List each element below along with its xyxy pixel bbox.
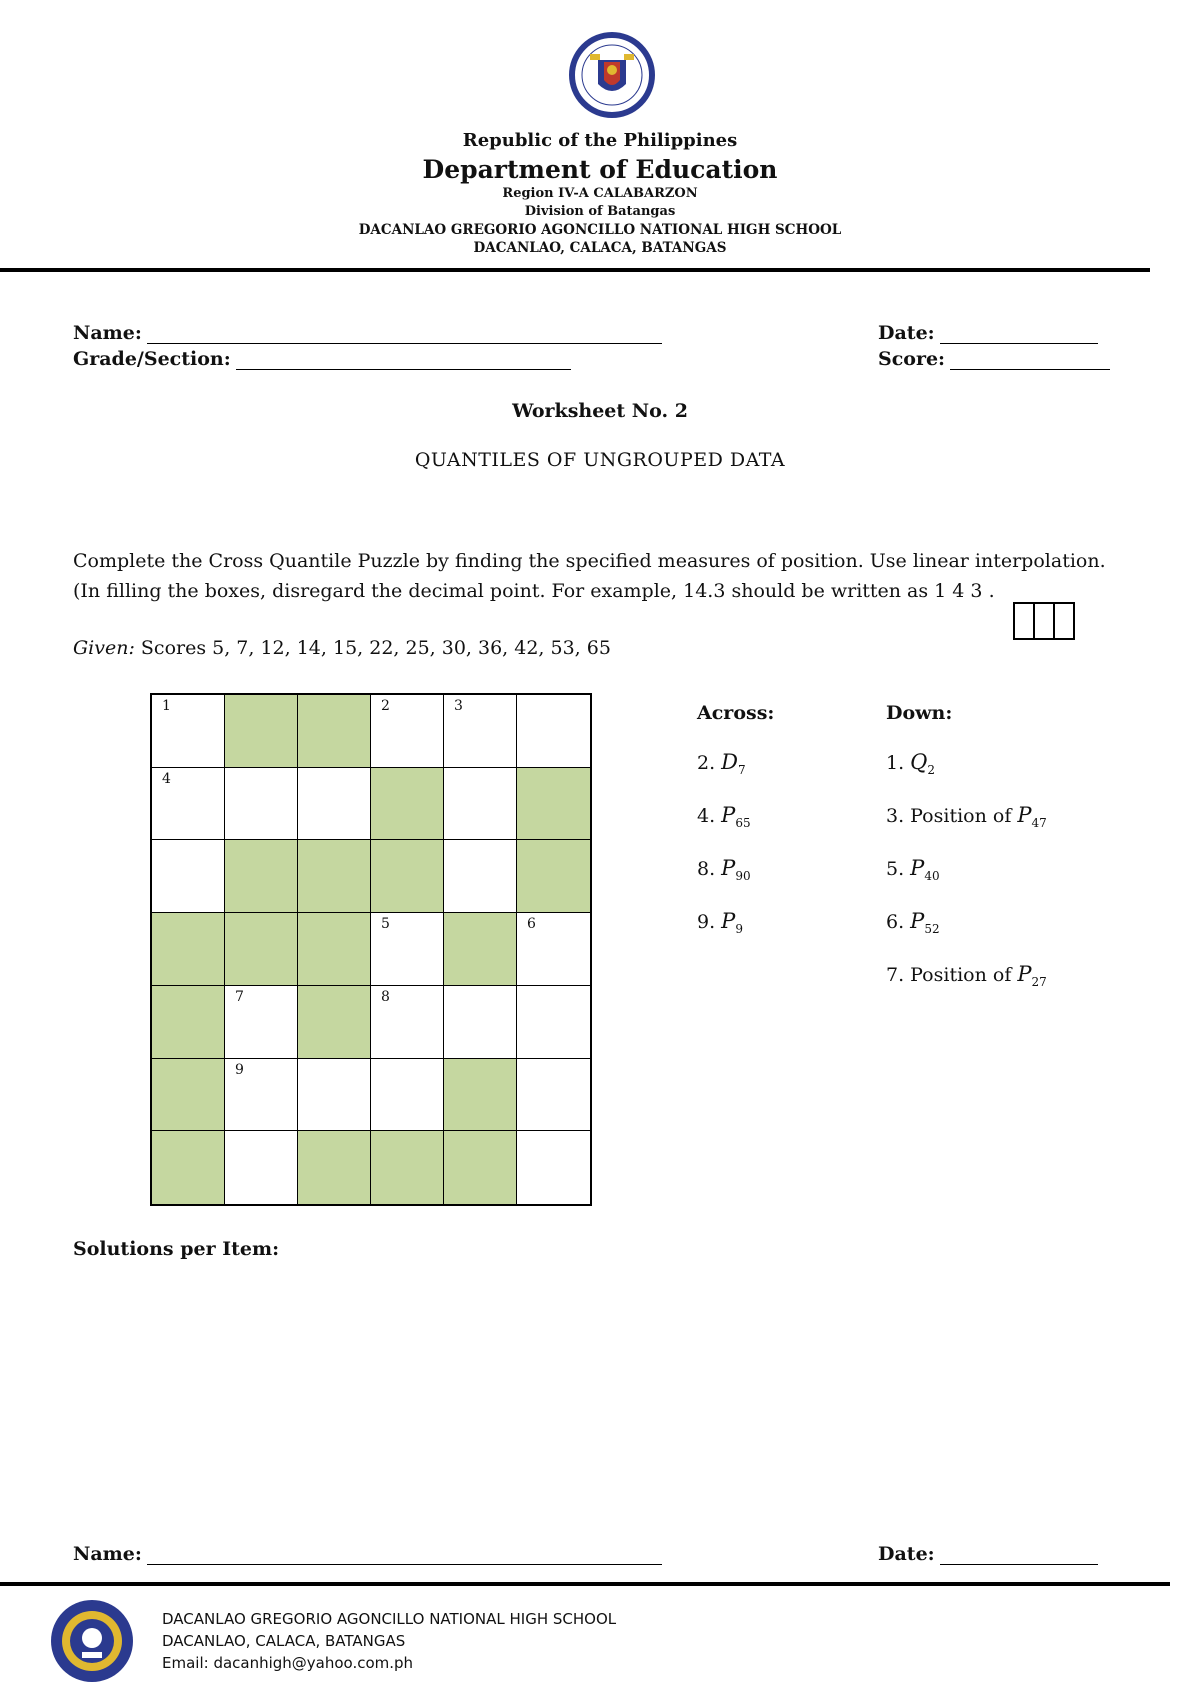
grid-cell-shaded (444, 1059, 517, 1132)
school-logo (48, 1598, 136, 1684)
grid-cell[interactable] (298, 1059, 371, 1132)
bottom-date-line[interactable] (940, 1544, 1098, 1565)
header-division: Division of Batangas (524, 204, 676, 219)
grid-cell-shaded (444, 913, 517, 986)
clue-subscript: 52 (924, 921, 940, 936)
grid-cell[interactable] (225, 768, 298, 841)
grid-cell[interactable] (152, 840, 225, 913)
header-school: DACANLAO GREGORIO AGONCILLO NATIONAL HIGH SCHOOL (358, 222, 842, 238)
clue-subscript: 27 (1031, 974, 1047, 989)
bottom-name-line[interactable] (147, 1544, 662, 1565)
grid-cell-shaded (444, 1131, 517, 1204)
clue-prefix: 4. (697, 805, 722, 827)
clue-prefix: 7. Position of (886, 964, 1018, 986)
grid-cell-shaded (225, 840, 298, 913)
grid-cell[interactable] (517, 695, 590, 768)
clue-prefix: 8. (697, 858, 722, 880)
header-republic: Republic of the Philippines (462, 130, 738, 151)
clue-number: 4 (162, 770, 171, 787)
bottom-name-label: Name: (73, 1543, 142, 1565)
given-label: Given: (73, 637, 135, 659)
grid-cell[interactable] (152, 768, 225, 841)
clue-subscript: 2 (927, 762, 936, 777)
grid-cell[interactable] (298, 768, 371, 841)
grid-cell[interactable] (225, 1131, 298, 1204)
across-clue (697, 909, 751, 962)
name-field[interactable] (73, 322, 662, 344)
across-clue (697, 803, 751, 856)
grid-cell[interactable] (517, 1131, 590, 1204)
clue-subscript: 90 (735, 868, 751, 883)
grid-cell[interactable] (444, 695, 517, 768)
grade-section-label: Grade/Section: (73, 348, 231, 370)
instruction-line-1: Complete the Cross Quantile Puzzle by finding the specified measures of position. Use linear interpolation. (73, 550, 1106, 572)
grid-cell-shaded (152, 1131, 225, 1204)
solutions-heading: Solutions per Item: (73, 1238, 280, 1260)
grid-cell-shaded (298, 695, 371, 768)
clue-variable: P (910, 909, 925, 933)
grid-cell[interactable] (444, 768, 517, 841)
grid-cell[interactable] (517, 1059, 590, 1132)
score-line[interactable] (950, 349, 1110, 370)
grid-cell[interactable] (371, 913, 444, 986)
clue-subscript: 7 (738, 762, 746, 777)
clue-variable: P (721, 909, 736, 933)
down-heading: Down: (886, 702, 953, 724)
across-clues (697, 750, 751, 962)
grid-cell[interactable] (371, 986, 444, 1059)
date-field[interactable] (878, 322, 1098, 344)
example-box (1033, 602, 1055, 640)
score-field[interactable] (878, 348, 1110, 370)
down-clue (886, 856, 1047, 909)
example-box (1053, 602, 1075, 640)
clue-number: 7 (235, 988, 244, 1005)
grid-cell-shaded (298, 986, 371, 1059)
grid-cell[interactable] (152, 695, 225, 768)
bottom-date-label: Date: (878, 1543, 935, 1565)
clue-prefix: 3. Position of (886, 805, 1018, 827)
grid-cell-shaded (152, 986, 225, 1059)
grade-section-field[interactable] (73, 348, 571, 370)
name-label: Name: (73, 322, 142, 344)
instruction-line-2: (In filling the boxes, disregard the decimal point. For example, 14.3 should be written as 1 4 3 . (73, 580, 995, 602)
grid-cell-shaded (371, 768, 444, 841)
grid-cell-shaded (517, 768, 590, 841)
date-label: Date: (878, 322, 935, 344)
grid-cell-shaded (298, 913, 371, 986)
name-line[interactable] (147, 323, 662, 344)
clue-subscript: 40 (924, 868, 940, 883)
clue-variable: P (721, 803, 736, 827)
grid-cell[interactable] (225, 986, 298, 1059)
clue-prefix: 5. (886, 858, 911, 880)
grid-cell-shaded (371, 840, 444, 913)
grid-cell-shaded (371, 1131, 444, 1204)
score-label: Score: (878, 348, 946, 370)
grid-cell[interactable] (517, 986, 590, 1059)
clue-variable: P (1017, 962, 1032, 986)
across-clue (697, 750, 751, 803)
grid-cell-shaded (225, 695, 298, 768)
clue-number: 3 (454, 698, 463, 714)
given-scores (73, 637, 611, 659)
clue-subscript: 9 (735, 921, 743, 936)
header-region: Region IV-A CALABARZON (502, 186, 698, 201)
date-line[interactable] (940, 323, 1098, 344)
grid-cell-shaded (152, 1059, 225, 1132)
clue-number: 2 (381, 698, 390, 714)
bottom-date-field[interactable] (878, 1543, 1098, 1565)
across-clue (697, 856, 751, 909)
crossword-grid (150, 693, 592, 1206)
header-divider (0, 268, 1150, 272)
grid-cell-shaded (225, 913, 298, 986)
worksheet-title: QUANTILES OF UNGROUPED DATA (414, 449, 786, 471)
down-clue (886, 962, 1047, 1015)
clue-variable: P (910, 856, 925, 880)
clue-variable: D (721, 750, 739, 774)
grid-cell[interactable] (444, 986, 517, 1059)
clue-prefix: 1. (886, 752, 911, 774)
clue-subscript: 65 (735, 815, 751, 830)
across-heading: Across: (697, 702, 775, 724)
worksheet-number: Worksheet No. 2 (512, 400, 688, 422)
clue-number: 9 (235, 1061, 244, 1078)
clue-subscript: 47 (1031, 815, 1047, 830)
clue-number: 8 (381, 988, 390, 1005)
bottom-name-field[interactable] (73, 1543, 662, 1565)
example-boxes (1015, 602, 1075, 640)
footer-divider (0, 1582, 1170, 1586)
deped-seal-logo (562, 32, 662, 118)
clue-number: 5 (381, 916, 390, 933)
down-clue (886, 803, 1047, 856)
grid-cell-shaded (298, 840, 371, 913)
grid-cell[interactable] (225, 1059, 298, 1132)
clue-variable: P (721, 856, 736, 880)
grid-cell-shaded (152, 913, 225, 986)
clue-number: 1 (162, 698, 171, 714)
grid-cell[interactable] (371, 1059, 444, 1132)
footer-address: DACANLAO, CALACA, BATANGAS (162, 1632, 406, 1650)
clue-variable: Q (910, 750, 928, 774)
clue-prefix: 2. (697, 752, 722, 774)
footer-school: DACANLAO GREGORIO AGONCILLO NATIONAL HIGH SCHOOL (162, 1610, 617, 1628)
example-box (1013, 602, 1035, 640)
grid-cell-shaded (517, 840, 590, 913)
down-clue (886, 909, 1047, 962)
down-clues (886, 750, 1047, 1015)
grid-cell-shaded (298, 1131, 371, 1204)
clue-number: 6 (527, 916, 536, 933)
clue-variable: P (1017, 803, 1032, 827)
grid-cell[interactable] (371, 695, 444, 768)
down-clue (886, 750, 1047, 803)
grade-section-line[interactable] (236, 349, 571, 370)
header-address: DACANLAO, CALACA, BATANGAS (473, 240, 727, 256)
header-department: Department of Education (422, 155, 778, 184)
given-text: Scores 5, 7, 12, 14, 15, 22, 25, 30, 36, 42, 53, 65 (134, 637, 611, 659)
grid-cell[interactable] (517, 913, 590, 986)
clue-prefix: 9. (697, 911, 722, 933)
grid-cell[interactable] (444, 840, 517, 913)
footer-email: Email: dacanhigh@yahoo.com.ph (162, 1654, 414, 1672)
clue-prefix: 6. (886, 911, 911, 933)
